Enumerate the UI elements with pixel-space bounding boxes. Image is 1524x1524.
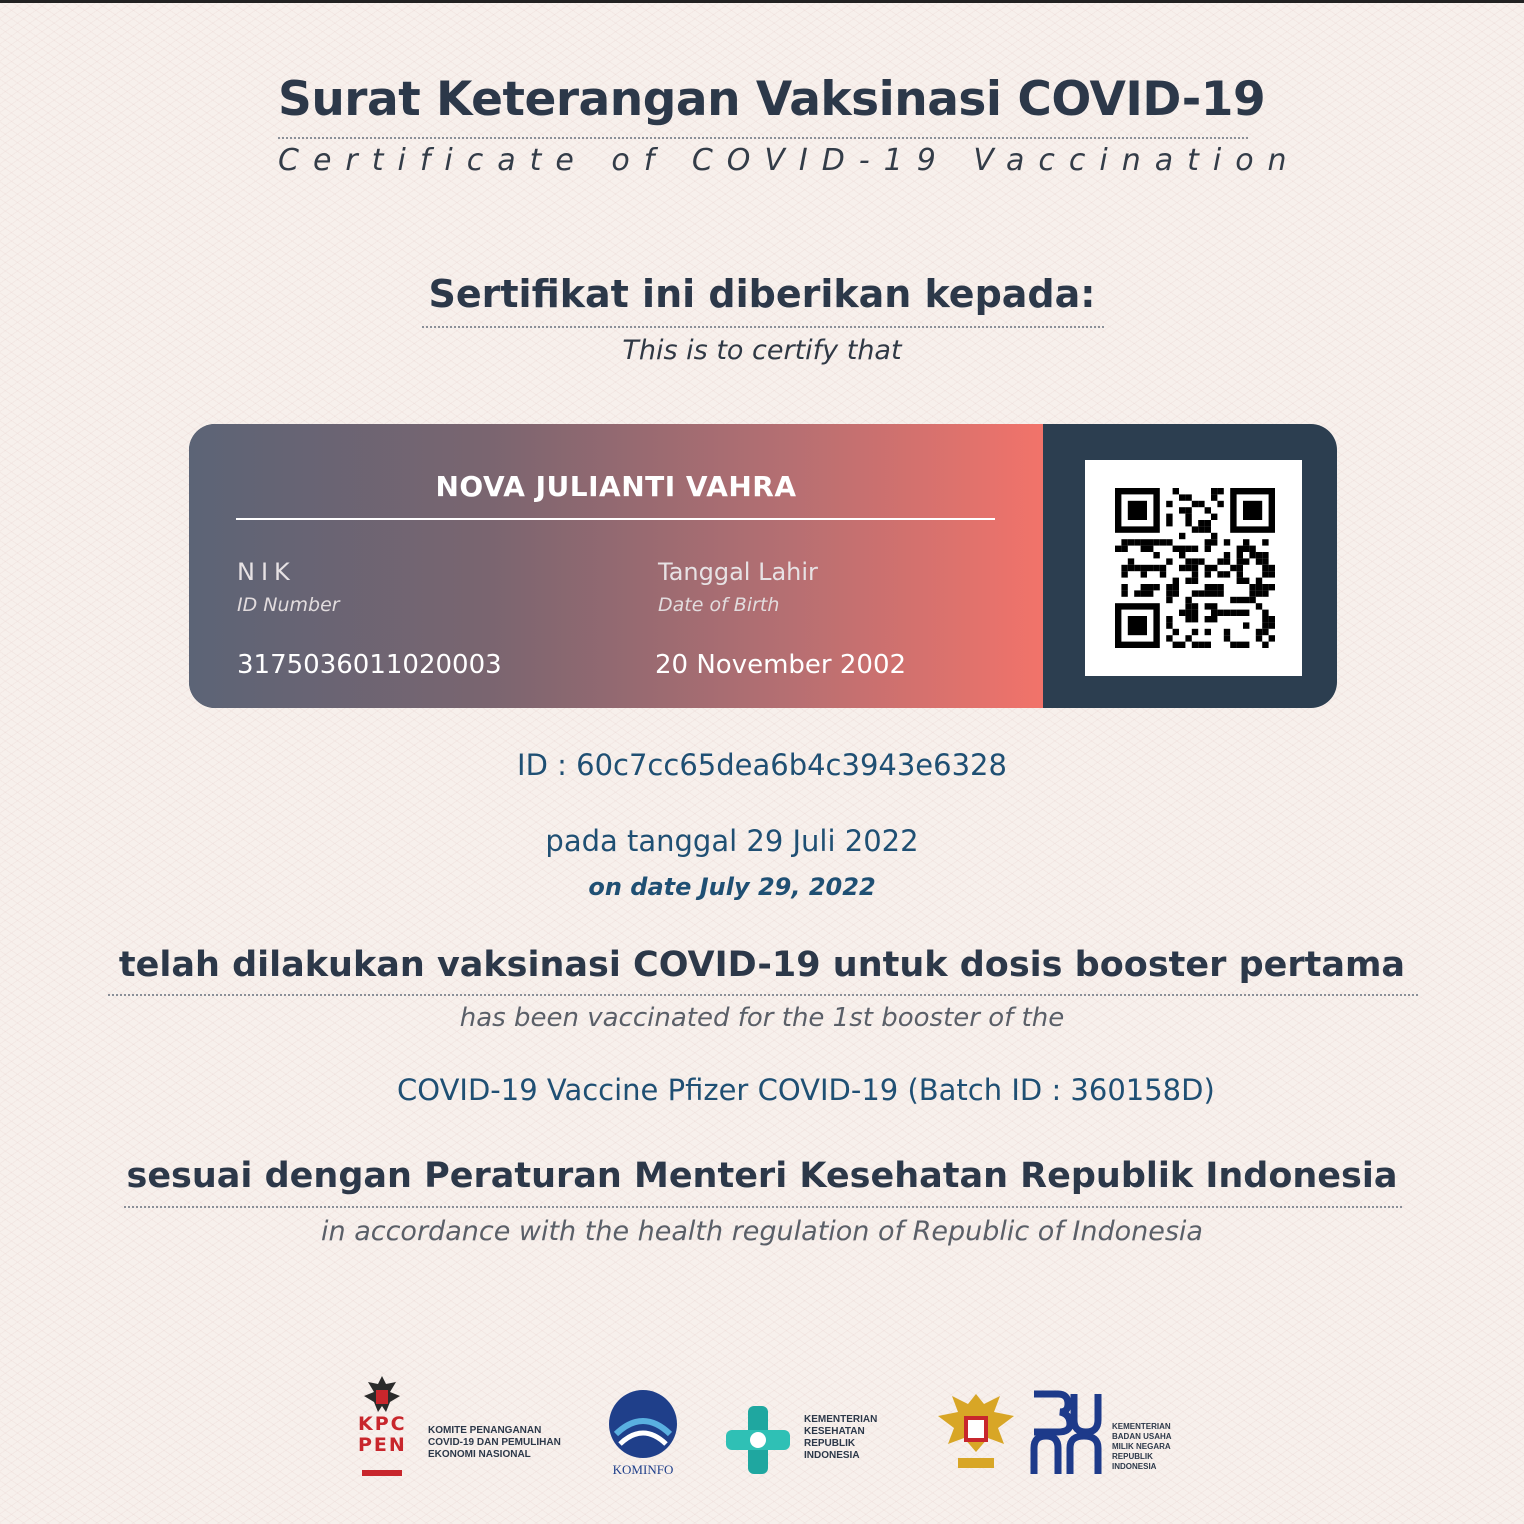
kemenkes-text-2: KESEHATAN [804, 1426, 865, 1437]
regulation-divider [124, 1206, 1402, 1208]
document-title: Surat Keterangan Vaksinasi COVID-19 [278, 72, 1266, 127]
kpcpen-text-2: COVID-19 DAN PEMULIHAN [428, 1437, 561, 1448]
title-divider [278, 137, 1248, 139]
top-border [0, 0, 1524, 3]
bumn-text-4: REPUBLIK [1112, 1452, 1153, 1461]
document-subtitle: Certificate of COVID-19 Vaccination [278, 143, 1301, 178]
kemenkes-text-3: REPUBLIK [804, 1438, 856, 1449]
certificate-id: ID : 60c7cc65dea6b4c3943e6328 [517, 748, 1007, 782]
recipient-name: NOVA JULIANTI VAHRA [435, 470, 797, 503]
qr-code-graphic [1085, 460, 1302, 676]
nik-label: NIK [237, 558, 296, 586]
kemenkes-emblem-icon [724, 1404, 794, 1476]
kemenkes-logo [724, 1404, 894, 1476]
regulation-statement-en: in accordance with the health regulation of Republic of Indonesia [321, 1216, 1203, 1247]
statement-divider [108, 994, 1418, 996]
dob-sublabel: Date of Birth [658, 594, 780, 616]
dob-label: Tanggal Lahir [658, 558, 818, 586]
dob-value: 20 November 2002 [655, 650, 907, 680]
kpcpen-text-3: EKONOMI NASIONAL [428, 1449, 531, 1460]
kpcpen-text-1: KOMITE PENANGANAN [428, 1425, 542, 1436]
garuda-pancasila-logo [934, 1388, 1018, 1478]
vaccination-statement-en: has been vaccinated for the 1st booster of the [459, 1003, 1065, 1033]
kominfo-logo [598, 1388, 688, 1480]
name-divider [236, 518, 995, 520]
garuda-pancasila-icon [934, 1388, 1018, 1478]
bumn-text-3: MILIK NEGARA [1112, 1442, 1171, 1451]
kpcpen-logo [356, 1372, 566, 1482]
regulation-statement: sesuai dengan Peraturan Menteri Kesehatan Republik Indonesia [126, 1156, 1398, 1196]
bumn-logo [1030, 1390, 1180, 1480]
vaccine-details: COVID-19 Vaccine Pfizer COVID-19 (Batch ID : 360158D) [397, 1073, 1215, 1107]
nik-value: 3175036011020003 [237, 650, 502, 680]
qr-code-icon[interactable] [1085, 460, 1302, 676]
kpcpen-mark-top: KPC [358, 1413, 407, 1435]
kemenkes-text-1: KEMENTERIAN [804, 1414, 878, 1425]
recipient-heading: Sertifikat ini diberikan kepada: [428, 272, 1096, 316]
bumn-text-5: INDONESIA [1112, 1462, 1157, 1471]
kpcpen-mark-bottom: PEN [358, 1434, 407, 1456]
kominfo-emblem-icon [598, 1388, 688, 1460]
bumn-text-2: BADAN USAHA [1112, 1432, 1172, 1441]
vaccination-date: pada tanggal 29 Juli 2022 [545, 824, 919, 858]
vaccination-date-en: on date July 29, 2022 [588, 873, 876, 901]
bumn-emblem-icon [1030, 1390, 1102, 1476]
recipient-heading-subtitle: This is to certify that [622, 335, 902, 366]
bumn-text-1: KEMENTERIAN [1112, 1422, 1171, 1431]
kominfo-label: KOMINFO [612, 1462, 674, 1477]
nik-sublabel: ID Number [237, 594, 340, 616]
vaccination-statement: telah dilakukan vaksinasi COVID-19 untuk dosis booster pertama [118, 945, 1406, 985]
kemenkes-text-4: INDONESIA [804, 1450, 860, 1461]
recipient-heading-divider [422, 326, 1104, 328]
